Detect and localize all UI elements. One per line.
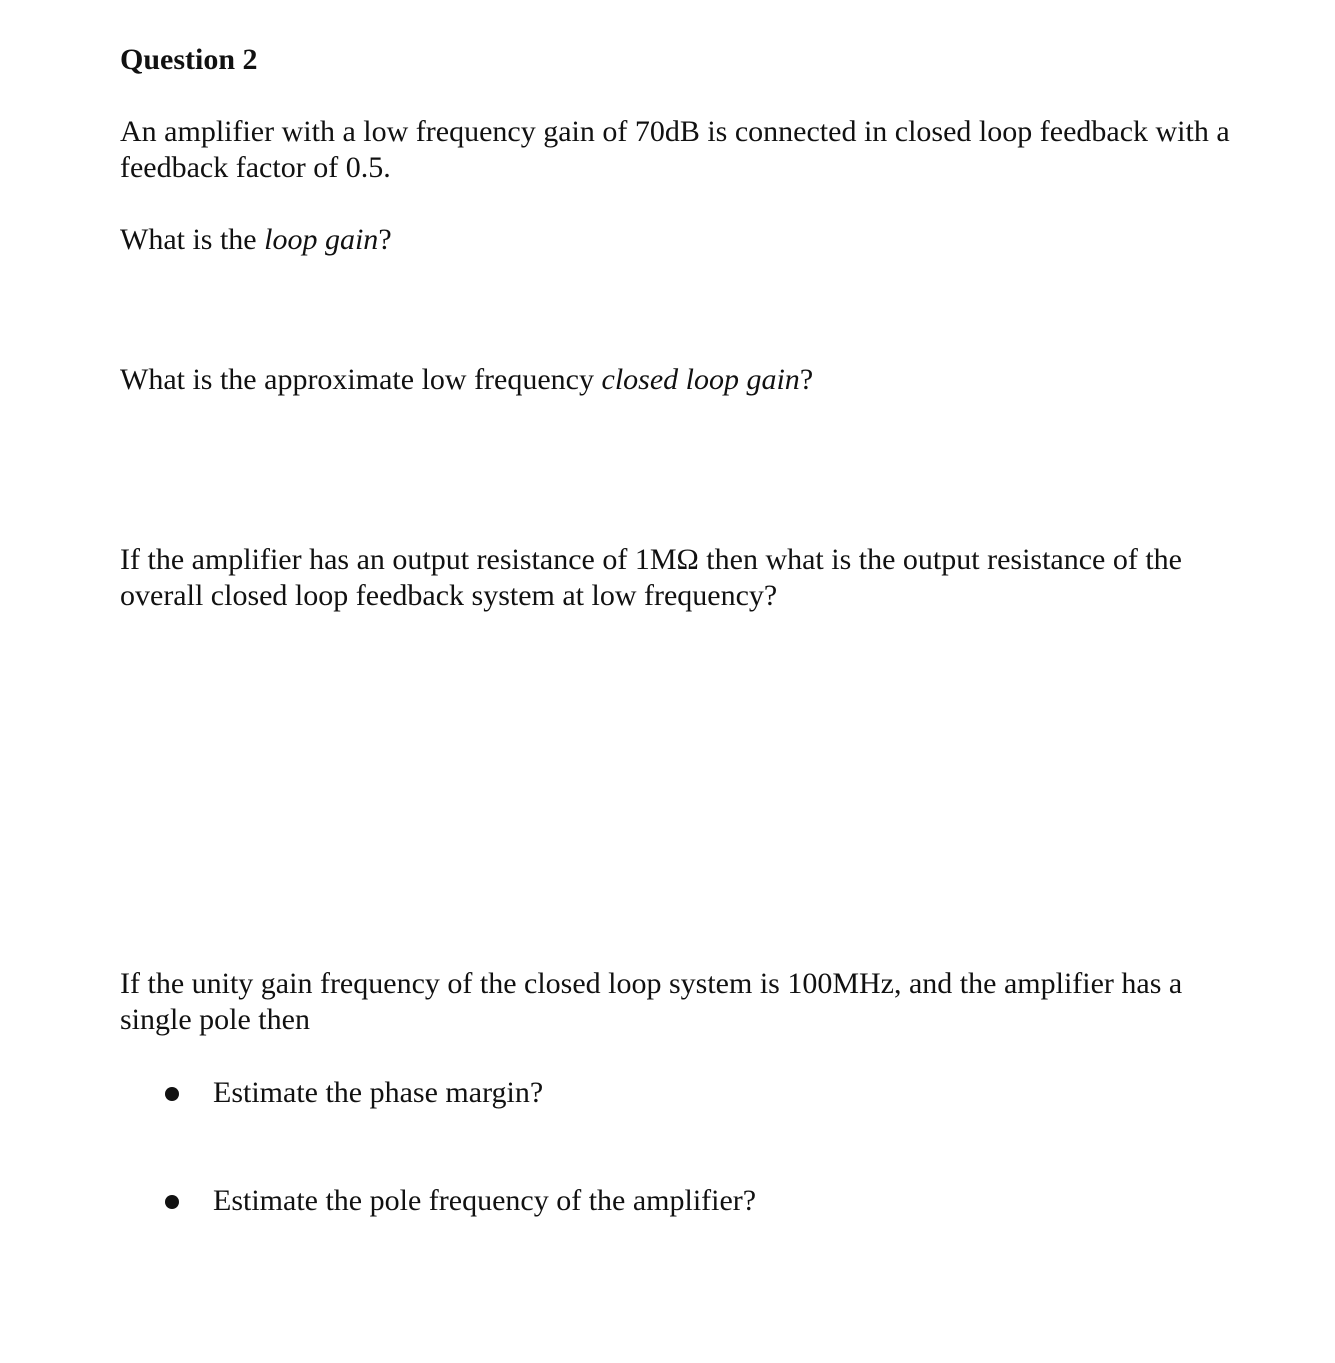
question-unity-gain: If the unity gain frequency of the closed loop system is 100MHz, and the amplifier has a single pole then xyxy=(120,967,1183,1036)
bullet-dot-icon xyxy=(165,1195,179,1209)
bullet-text: Estimate the phase margin? xyxy=(213,1076,544,1109)
question-loop-gain xyxy=(120,222,1230,258)
question-title: Question 2 xyxy=(120,43,258,76)
bullet-dot-icon xyxy=(165,1087,179,1101)
question-closed-loop-gain-suffix: ? xyxy=(799,363,814,396)
question-closed-loop-gain-emphasis: closed loop gain xyxy=(601,363,800,396)
question-closed-loop-gain-prefix: What is the approximate low frequency xyxy=(120,363,602,396)
question-loop-gain-emphasis: loop gain xyxy=(264,223,379,256)
question-loop-gain-prefix: What is the xyxy=(120,223,265,256)
question-loop-gain-suffix: ? xyxy=(378,223,392,256)
question-closed-loop-gain xyxy=(120,362,1230,398)
question-output-resistance: If the amplifier has an output resistance of 1MΩ then what is the output resistance of the overall closed loop feedback system at low frequency? xyxy=(120,543,1182,612)
intro-paragraph: An amplifier with a low frequency gain of 70dB is connected in closed loop feedback with a feedback factor of 0.5. xyxy=(120,115,1230,184)
bullet-text: Estimate the pole frequency of the amplifier? xyxy=(213,1184,757,1217)
